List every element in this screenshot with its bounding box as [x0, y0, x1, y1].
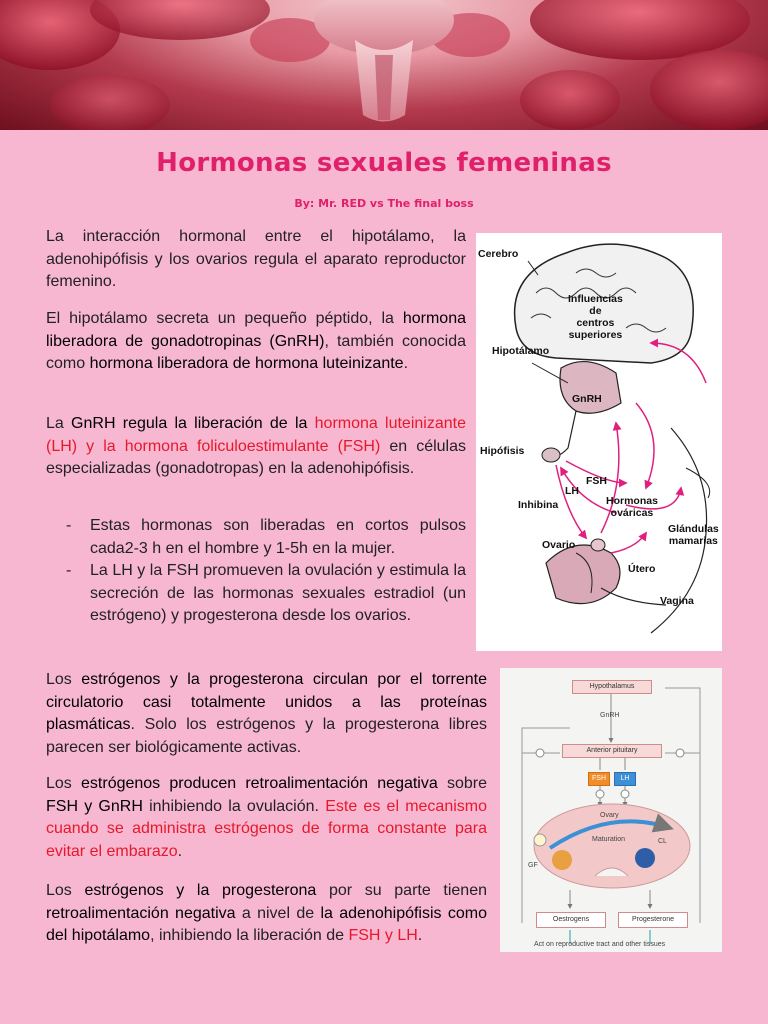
- label-glandulas: Glándulas mamarias: [668, 523, 719, 547]
- gnrh-text-1: El hipotálamo secreta un pequeño péptido, la: [46, 310, 403, 327]
- lh-fsh-text-3: en células especializadas (gonadotropas) en la adenohipófisis.: [46, 437, 466, 477]
- label-ovario: Ovario: [542, 539, 576, 551]
- label-cerebro: Cerebro: [478, 248, 519, 260]
- label-vagina: Vagina: [660, 595, 694, 607]
- progesterone-paragraph: Los estrógenos y la progesterona por su parte tienen retroalimentación negativa a nivel de la adenohipófisis como del hipotálamo, inhibiendo la liberación de FSH y LH.: [46, 882, 487, 944]
- hormone-axis-diagram: [476, 233, 722, 651]
- label-hipofisis: Hipófisis: [480, 445, 525, 457]
- label-gnrh: GnRH: [572, 393, 602, 405]
- feedback-paragraph: Los estrógenos producen retroalimentación negativa sobre FSH y GnRH inhibiendo la ovulación. Este es el mecanismo cuando se administra estrógenos de forma constante para evitar el embarazo.: [46, 775, 488, 860]
- page-title: Hormonas sexuales femeninas: [156, 148, 612, 178]
- label-hipotalamo: Hipotálamo: [492, 345, 550, 357]
- header-banner-image: [0, 0, 768, 130]
- contraception-highlight: Este es el mecanismo cuando se administra estrógenos de forma constante para evitar el embarazo: [46, 797, 488, 860]
- oestrogens-box: Oestrogens: [536, 912, 606, 928]
- gnrh-term: hormona liberadora de gonadotropinas (GnRH): [46, 310, 466, 350]
- lh-fsh-highlight: hormona luteinizante (LH) y la hormona foliculoestimulante (FSH): [46, 415, 466, 455]
- list-item: - Estas hormonas son liberadas en cortos pulsos cada2-3 h en el hombre y 1-5h en la mujer.: [66, 517, 466, 557]
- hypothalamus-box: Hypothalamus: [572, 680, 652, 694]
- lh-box: LH: [614, 772, 636, 786]
- label-inhibina: Inhibina: [518, 499, 559, 511]
- author-byline: By: Mr. RED vs The final boss: [294, 197, 474, 210]
- gnrh-text-2: , también conocida como: [46, 332, 466, 372]
- cl-label: CL: [658, 838, 667, 845]
- list-item: - La LH y la FSH promueven la ovulación y estimula la secreción de las hormonas sexuales estradiol (un estrógeno) y progesterona desde los ovarios.: [66, 562, 466, 624]
- label-lh: LH: [565, 485, 579, 497]
- lh-fsh-text-1: La: [46, 415, 72, 432]
- act-label: Act on reproductive tract and other tissues: [534, 941, 666, 948]
- maturation-label: Maturation: [592, 836, 626, 843]
- intro-paragraph: La interacción hormonal entre el hipotálamo, la adenohipófisis y los ovarios regula el aparato reproductor femenino.: [46, 228, 466, 290]
- label-influencias: Influencias de centros superiores: [568, 293, 623, 341]
- gnrh-text-3: .: [403, 355, 409, 372]
- label-hormonas-ovaricas: Hormonas ováricas: [606, 495, 658, 519]
- lh-fsh-paragraph: [46, 413, 466, 481]
- lh-fsh-text-2: GnRH regula la liberación de la: [71, 415, 315, 432]
- label-fsh: FSH: [586, 475, 607, 487]
- fsh-box: FSH: [588, 772, 610, 786]
- gf-label: GF: [528, 862, 538, 869]
- feedback-flow-diagram: [500, 668, 722, 952]
- label-utero: Útero: [628, 563, 656, 575]
- anterior-pituitary-box: Anterior pituitary: [562, 744, 662, 758]
- circulation-term: estrógenos y la progesterona circulan por el torrente circulatorio casi totalmente unidos a las proteínas plasmáticas: [46, 671, 487, 733]
- lhrh-term: hormona liberadora de hormona luteinizante: [89, 355, 404, 372]
- circulation-paragraph: Los estrógenos y la progesterona circulan por el torrente circulatorio casi totalmente unidos a las proteínas plasmáticas. Solo los estrógenos y la progesterona libres parecen ser biológicamente activas.: [46, 671, 487, 756]
- gnrh-label: GnRH: [600, 712, 620, 719]
- gnrh-paragraph: [46, 308, 466, 376]
- ovary-label: Ovary: [600, 812, 619, 819]
- pulse-list: [66, 515, 466, 628]
- progesterone-box: Progesterone: [618, 912, 688, 928]
